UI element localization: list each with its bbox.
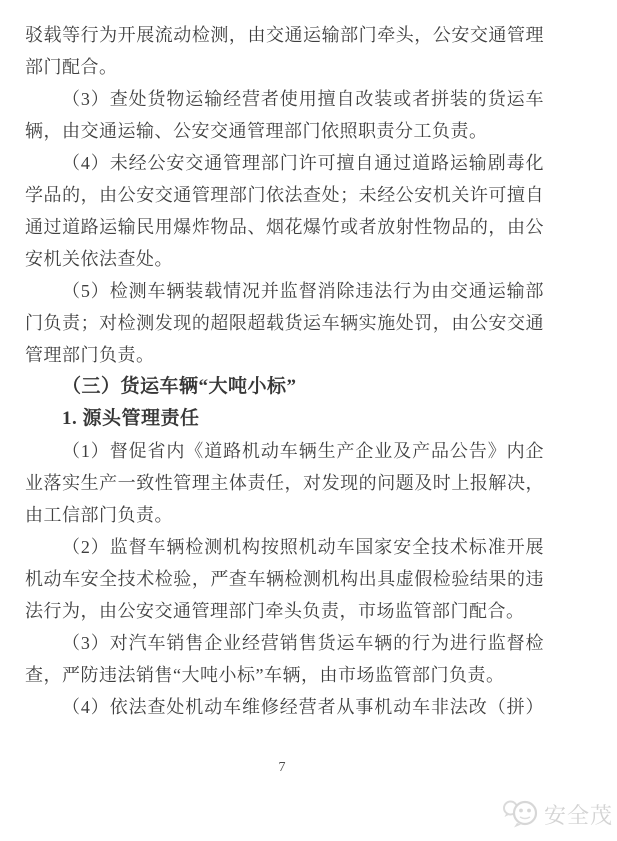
text-line: 查，严防违法销售“大吨小标”车辆，由市场监管部门负责。 (25, 665, 505, 685)
text-line: 管理部门负责。 (25, 345, 155, 365)
text-line: （4）未经公安交通管理部门许可擅自通过道路运输剧毒化 (62, 153, 544, 173)
text-line: 门负责；对检测发现的超限超载货运车辆实施处罚，由公安交通 (25, 313, 544, 333)
text-line: 机动车安全技术检验，严查车辆检测机构出具虚假检验结果的违 (25, 569, 544, 589)
text-line: （5）检测车辆装载情况并监督消除违法行为由交通运输部 (62, 281, 544, 301)
heading-line: （三）货运车辆“大吨小标” (62, 376, 297, 397)
text-line: 业落实生产一致性管理主体责任，对发现的问题及时上报解决， (25, 473, 544, 493)
text-line: （4）依法查处机动车维修经营者从事机动车非法改（拼） (62, 697, 544, 717)
watermark (501, 797, 613, 831)
document-body (25, 19, 544, 723)
text-line: 学品的，由公安交通管理部门依法查处；未经公安机关许可擅自 (25, 185, 544, 205)
text-line: 部门配合。 (25, 57, 118, 77)
text-line: 由工信部门负责。 (25, 505, 173, 525)
wechat-logo-icon (501, 797, 541, 831)
text-line: 辆，由交通运输、公安交通管理部门依照职责分工负责。 (25, 121, 488, 141)
text-line: （3）查处货物运输经营者使用擅自改装或者拼装的货运车 (62, 89, 544, 109)
text-line: 安机关依法查处。 (25, 249, 173, 269)
text-line: 通过道路运输民用爆炸物品、烟花爆竹或者放射性物品的，由公 (25, 217, 544, 237)
watermark-brand: 安全茂 (544, 802, 614, 828)
heading-line: 1. 源头管理责任 (62, 408, 200, 429)
text-line: 法行为，由公安交通管理部门牵头负责，市场监管部门配合。 (25, 601, 525, 621)
text-line: （1）督促省内《道路机动车辆生产企业及产品公告》内企 (62, 441, 544, 461)
text-line: （3）对汽车销售企业经营销售货运车辆的行为进行监督检 (62, 633, 544, 653)
text-line: 驳载等行为开展流动检测，由交通运输部门牵头，公安交通管理 (25, 25, 544, 45)
text-line: （2）监督车辆检测机构按照机动车国家安全技术标准开展 (62, 537, 544, 557)
page-number: 7 (278, 760, 286, 775)
